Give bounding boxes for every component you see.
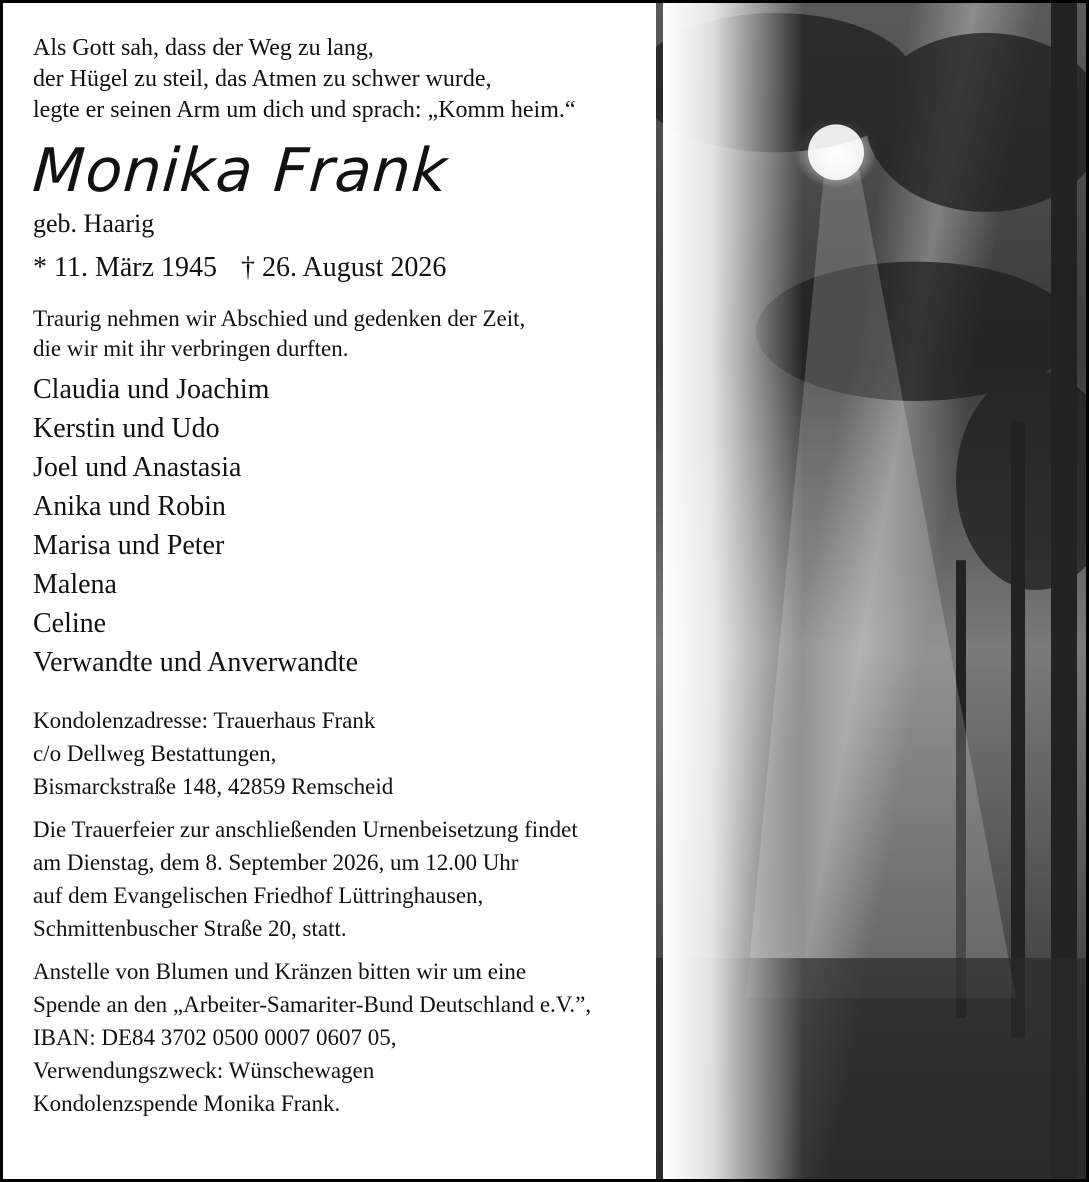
- poem-line: legte er seinen Arm um dich und sprach: „Komm heim.“: [33, 97, 576, 123]
- mourner: Claudia und Joachim: [33, 374, 270, 405]
- mourning-intro: [33, 304, 713, 364]
- mourner: Marisa und Peter: [33, 530, 225, 561]
- intro-line: Traurig nehmen wir Abschied und gedenken der Zeit,: [33, 306, 526, 331]
- poem-line: Als Gott sah, dass der Weg zu lang,: [33, 35, 374, 61]
- mourner: Kerstin und Udo: [33, 413, 220, 444]
- obituary-text: [30, 33, 713, 1120]
- mourner: Joel und Anastasia: [33, 452, 242, 483]
- address-line: Kondolenzadresse: Trauerhaus Frank: [33, 708, 376, 733]
- address-line: c/o Dellweg Bestattungen,: [33, 741, 277, 766]
- funeral-line: Schmittenbuscher Straße 20, statt.: [33, 916, 347, 941]
- funeral-line: Die Trauerfeier zur anschließenden Urnenbeisetzung findet: [33, 817, 578, 842]
- poem: [33, 33, 713, 126]
- mourner: Malena: [33, 569, 117, 600]
- deceased-name: Monika Frank: [30, 136, 450, 206]
- donation-line: Anstelle von Blumen und Kränzen bitten wir um eine: [33, 959, 527, 984]
- funeral-info: [33, 813, 713, 945]
- intro-line: die wir mit ihr verbringen durften.: [33, 336, 349, 361]
- birth-date: * 11. März 1945: [33, 252, 218, 283]
- mourners-list: [33, 370, 713, 682]
- condolence-address: [33, 704, 713, 803]
- funeral-line: auf dem Evangelischen Friedhof Lüttringhausen,: [33, 883, 484, 908]
- donation-line: Verwendungszweck: Wünschewagen: [33, 1058, 375, 1083]
- life-dates: [33, 250, 713, 286]
- donation-info: [33, 955, 713, 1120]
- address-line: Bismarckstraße 148, 42859 Remscheid: [33, 774, 394, 799]
- donation-line: Kondolenzspende Monika Frank.: [33, 1091, 341, 1116]
- death-date: † 26. August 2026: [241, 252, 447, 283]
- poem-line: der Hügel zu steil, das Atmen zu schwer wurde,: [33, 66, 492, 92]
- mourner: Anika und Robin: [33, 491, 226, 522]
- mourner: Celine: [33, 608, 107, 639]
- birth-name: geb. Haarig: [33, 209, 155, 238]
- mourner: Verwandte und Anverwandte: [33, 647, 359, 678]
- donation-line: Spende an den „Arbeiter-Samariter-Bund Deutschland e.V.”,: [33, 992, 592, 1017]
- funeral-line: am Dienstag, dem 8. September 2026, um 12.00 Uhr: [33, 850, 519, 875]
- donation-line: IBAN: DE84 3702 0500 0007 0607 05,: [33, 1025, 397, 1050]
